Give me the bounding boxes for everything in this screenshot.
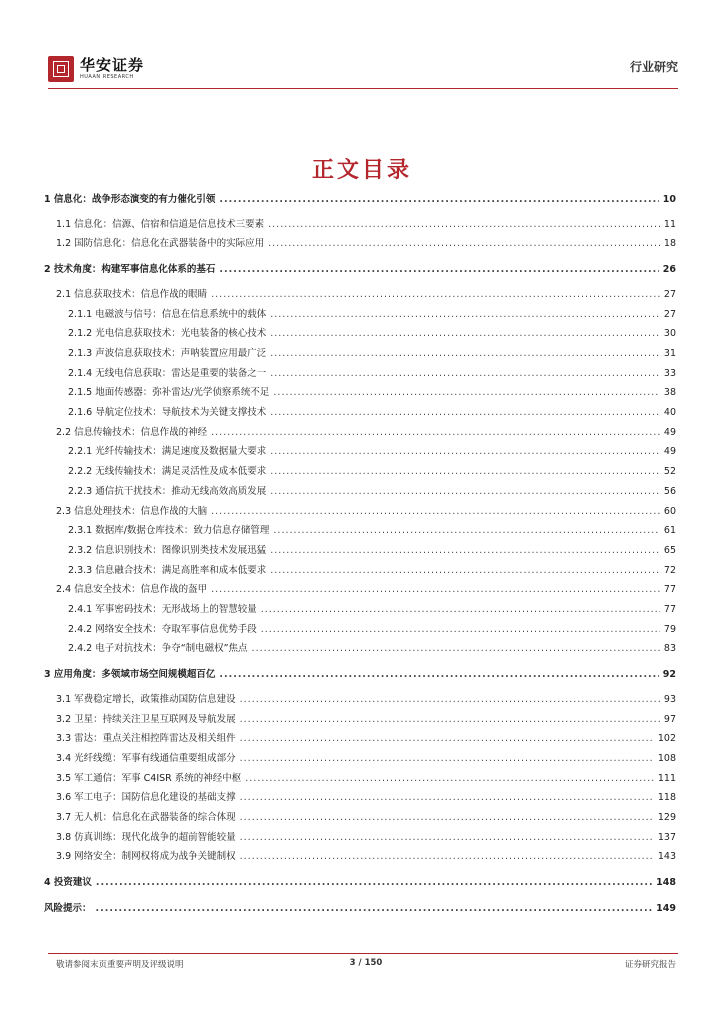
toc-entry[interactable] bbox=[44, 237, 676, 251]
dot-leader bbox=[240, 850, 654, 864]
dot-leader bbox=[219, 193, 658, 207]
dot-leader bbox=[270, 347, 660, 361]
toc-entry-label: 2.4.2 电子对抗技术：争夺“制电磁权”焦点 bbox=[68, 643, 248, 655]
toc-entry[interactable] bbox=[44, 564, 676, 578]
toc-entry-page: 49 bbox=[663, 426, 676, 438]
toc-entry-label: 风险提示： bbox=[44, 902, 92, 914]
toc-entry-label: 2.3.2 信息识别技术：图像识别类技术发展迅猛 bbox=[68, 544, 267, 556]
toc-entry-page: 143 bbox=[657, 851, 676, 863]
logo-name: 华安证券 bbox=[80, 56, 145, 74]
toc-entry-label: 2.4.2 网络安全技术：夺取军事信息优势手段 bbox=[68, 623, 257, 635]
toc-entry-page: 33 bbox=[663, 367, 676, 379]
dot-leader bbox=[261, 623, 660, 637]
toc-entry-page: 11 bbox=[663, 218, 676, 230]
footer-divider bbox=[48, 953, 678, 954]
toc-entry-label: 2.3.1 数据库/数据仓库技术：致力信息存储管理 bbox=[68, 525, 270, 537]
toc-entry[interactable] bbox=[44, 347, 676, 361]
toc-entry[interactable] bbox=[44, 544, 676, 558]
toc-entry-label: 4 投资建议 bbox=[44, 877, 92, 889]
toc-entry-page: 97 bbox=[663, 713, 676, 725]
toc-entry-page: 18 bbox=[663, 238, 676, 250]
toc-entry-page: 38 bbox=[663, 387, 676, 399]
toc-entry[interactable] bbox=[44, 713, 676, 727]
toc-entry-page: 61 bbox=[663, 525, 676, 537]
toc-entry-page: 92 bbox=[662, 669, 676, 681]
toc-entry[interactable] bbox=[44, 902, 676, 916]
toc-entry-label: 2.2 信息传输技术：信息作战的神经 bbox=[56, 426, 208, 438]
dot-leader bbox=[268, 218, 660, 232]
toc-entry-label: 2.1 信息获取技术：信息作战的眼睛 bbox=[56, 288, 208, 300]
toc-entry[interactable] bbox=[44, 406, 676, 420]
dot-leader bbox=[240, 831, 654, 845]
dot-leader bbox=[270, 485, 660, 499]
toc-entry-label: 3.2 卫星：持续关注卫星互联网及导航发展 bbox=[56, 713, 236, 725]
toc-entry-page: 27 bbox=[663, 288, 676, 300]
toc-entry-page: 77 bbox=[663, 604, 676, 615]
toc-entry-label: 1.1 信息化：信源、信宿和信道是信息技术三要素 bbox=[56, 218, 265, 230]
toc-entry-page: 60 bbox=[663, 505, 676, 517]
toc-entry[interactable] bbox=[44, 583, 676, 597]
toc-entry-page: 102 bbox=[657, 733, 676, 745]
dot-leader bbox=[240, 713, 660, 727]
dot-leader bbox=[273, 524, 660, 538]
toc-entry[interactable] bbox=[44, 218, 676, 232]
dot-leader bbox=[270, 308, 660, 322]
toc-entry[interactable] bbox=[44, 193, 676, 207]
dot-leader bbox=[245, 772, 654, 786]
toc-entry-page: 137 bbox=[657, 831, 676, 843]
toc-entry-page: 111 bbox=[657, 772, 676, 784]
toc-entry[interactable] bbox=[44, 288, 676, 302]
toc-entry-label: 2.3 信息处理技术：信息作战的大脑 bbox=[56, 505, 208, 517]
toc-entry-label: 2.1.3 声波信息获取技术：声呐装置应用最广泛 bbox=[68, 347, 267, 359]
dot-leader bbox=[211, 505, 660, 519]
dot-leader bbox=[219, 263, 658, 277]
toc-entry-page: 148 bbox=[656, 877, 676, 889]
toc-entry-label: 2.1.4 无线电信息获取：雷达是重要的装备之一 bbox=[68, 367, 267, 379]
dot-leader bbox=[252, 642, 660, 656]
toc-entry-page: 108 bbox=[657, 752, 676, 764]
dot-leader bbox=[211, 583, 660, 597]
logo-english: HUAAN RESEARCH bbox=[80, 74, 134, 80]
dot-leader bbox=[273, 386, 660, 400]
toc-entry-label: 3.5 军工通信：军事 C4ISR 系统的神经中枢 bbox=[56, 772, 242, 784]
seal-icon bbox=[48, 56, 74, 82]
toc-entry[interactable] bbox=[44, 791, 676, 805]
toc-entry-page: 26 bbox=[662, 264, 676, 276]
toc-entry-label: 3.6 军工电子：国防信息化建设的基础支撑 bbox=[56, 792, 236, 804]
toc-entry[interactable] bbox=[44, 876, 676, 890]
toc-entry-page: 52 bbox=[663, 466, 676, 478]
toc-entry-label: 2.2.2 无线传输技术：满足灵活性及成本低要求 bbox=[68, 466, 267, 478]
toc-entry[interactable] bbox=[44, 603, 676, 617]
toc-entry-label: 2.3.3 信息融合技术：满足高胜率和成本低要求 bbox=[68, 564, 267, 576]
dot-leader bbox=[261, 603, 660, 617]
toc-entry-page: 65 bbox=[663, 544, 676, 556]
toc-entry[interactable] bbox=[44, 445, 676, 459]
toc-entry[interactable] bbox=[44, 308, 676, 322]
dot-leader bbox=[240, 791, 654, 805]
toc-entry-label: 3.7 无人机：信息化在武器装备的综合体现 bbox=[56, 812, 236, 823]
dot-leader bbox=[270, 564, 660, 578]
toc-entry-page: 27 bbox=[663, 308, 676, 320]
dot-leader bbox=[211, 288, 660, 302]
dot-leader bbox=[96, 902, 653, 916]
toc-entry-page: 30 bbox=[663, 328, 676, 340]
toc-entry-label: 2.1.2 光电信息获取技术：光电装备的核心技术 bbox=[68, 328, 267, 340]
dot-leader bbox=[268, 237, 660, 251]
toc-entry-label: 1 信息化：战争形态演变的有力催化引领 bbox=[44, 194, 216, 205]
toc-entry-label: 2.4 信息安全技术：信息作战的盔甲 bbox=[56, 584, 208, 596]
dot-leader bbox=[270, 445, 660, 459]
header-divider bbox=[48, 88, 678, 89]
toc-entry[interactable] bbox=[44, 623, 676, 637]
dot-leader bbox=[240, 752, 654, 766]
toc-entry[interactable] bbox=[44, 693, 676, 707]
dot-leader bbox=[270, 465, 660, 479]
toc-entry-label: 3.4 光纤线缆：军事有线通信重要组成部分 bbox=[56, 752, 236, 764]
dot-leader bbox=[270, 544, 660, 558]
dot-leader bbox=[219, 668, 658, 682]
page-title: 正文目录 bbox=[311, 158, 412, 183]
toc-entry-label: 2.1.6 导航定位技术：导航技术为关键支撑技术 bbox=[68, 407, 267, 418]
toc-entry[interactable] bbox=[44, 426, 676, 440]
toc-entry-label: 3.9 网络安全：制网权将成为战争关键制权 bbox=[56, 851, 236, 863]
toc-entry[interactable] bbox=[44, 367, 676, 381]
report-category: 行业研究 bbox=[629, 60, 678, 74]
toc-entry-label: 3 应用角度：多领域市场空间规模超百亿 bbox=[44, 669, 216, 681]
toc-entry-page: 10 bbox=[662, 194, 676, 205]
toc-entry[interactable] bbox=[44, 485, 676, 499]
toc-entry-label: 2.1.1 电磁波与信号：信息在信息系统中的载体 bbox=[68, 308, 267, 320]
toc-entry[interactable] bbox=[44, 752, 676, 766]
dot-leader bbox=[211, 426, 660, 440]
toc-entry-page: 149 bbox=[656, 902, 676, 914]
disclaimer-note: 敬请参阅末页重要声明及评级说明 bbox=[56, 960, 184, 970]
toc-entry[interactable] bbox=[44, 850, 676, 864]
toc-entry-label: 3.8 仿真训练：现代化战争的超前智能较量 bbox=[56, 831, 236, 843]
toc-entry[interactable] bbox=[44, 772, 676, 786]
toc-entry[interactable] bbox=[44, 465, 676, 479]
toc-entry-page: 77 bbox=[663, 584, 676, 596]
dot-leader bbox=[270, 327, 660, 341]
toc-entry-label: 2.4.1 军事密码技术：无形战场上的智慧较量 bbox=[68, 604, 257, 615]
dot-leader bbox=[270, 367, 660, 381]
dot-leader bbox=[96, 876, 652, 890]
toc-entry-page: 93 bbox=[663, 693, 676, 705]
toc-entry-label: 3.3 雷达：重点关注相控阵雷达及相关组件 bbox=[56, 733, 236, 745]
toc-entry-page: 49 bbox=[663, 446, 676, 458]
toc-entry[interactable] bbox=[44, 263, 676, 277]
toc-entry[interactable] bbox=[44, 505, 676, 519]
toc-entry-page: 83 bbox=[663, 643, 676, 655]
toc-entry-label: 2.2.1 光纤传输技术：满足速度及数据量大要求 bbox=[68, 446, 267, 458]
dot-leader bbox=[240, 811, 654, 825]
toc-entry-page: 79 bbox=[663, 623, 676, 635]
toc-entry[interactable] bbox=[44, 386, 676, 400]
toc-entry-page: 56 bbox=[663, 485, 676, 497]
dot-leader bbox=[240, 732, 654, 746]
dot-leader bbox=[240, 693, 660, 707]
toc-entry-page: 72 bbox=[663, 564, 676, 576]
toc-entry[interactable] bbox=[44, 831, 676, 845]
toc-entry[interactable] bbox=[44, 642, 676, 656]
page-header bbox=[48, 52, 678, 88]
company-logo bbox=[48, 56, 144, 82]
toc-entry[interactable] bbox=[44, 732, 676, 746]
toc-entry[interactable] bbox=[44, 811, 676, 825]
report-type: 证券研究报告 bbox=[624, 960, 676, 970]
dot-leader bbox=[270, 406, 660, 420]
toc-entry-label: 2 技术角度：构建军事信息化体系的基石 bbox=[44, 264, 216, 276]
toc-entry-label: 2.1.5 地面传感器：弥补雷达/光学侦察系统不足 bbox=[68, 387, 270, 399]
toc-entry-label: 1.2 国防信息化：信息化在武器装备中的实际应用 bbox=[56, 238, 265, 250]
toc-entry-page: 129 bbox=[657, 812, 676, 823]
toc-entry-page: 40 bbox=[663, 407, 676, 418]
toc-entry[interactable] bbox=[44, 327, 676, 341]
toc-entry-page: 118 bbox=[657, 792, 676, 804]
toc-entry[interactable] bbox=[44, 668, 676, 682]
toc-entry-label: 2.2.3 通信抗干扰技术：推动无线高效高质发展 bbox=[68, 485, 267, 497]
toc-entry-label: 3.1 军费稳定增长，政策推动国防信息建设 bbox=[56, 693, 236, 705]
page-number: 3 / 150 bbox=[349, 958, 383, 968]
toc-entry[interactable] bbox=[44, 524, 676, 538]
toc-entry-page: 31 bbox=[663, 347, 676, 359]
